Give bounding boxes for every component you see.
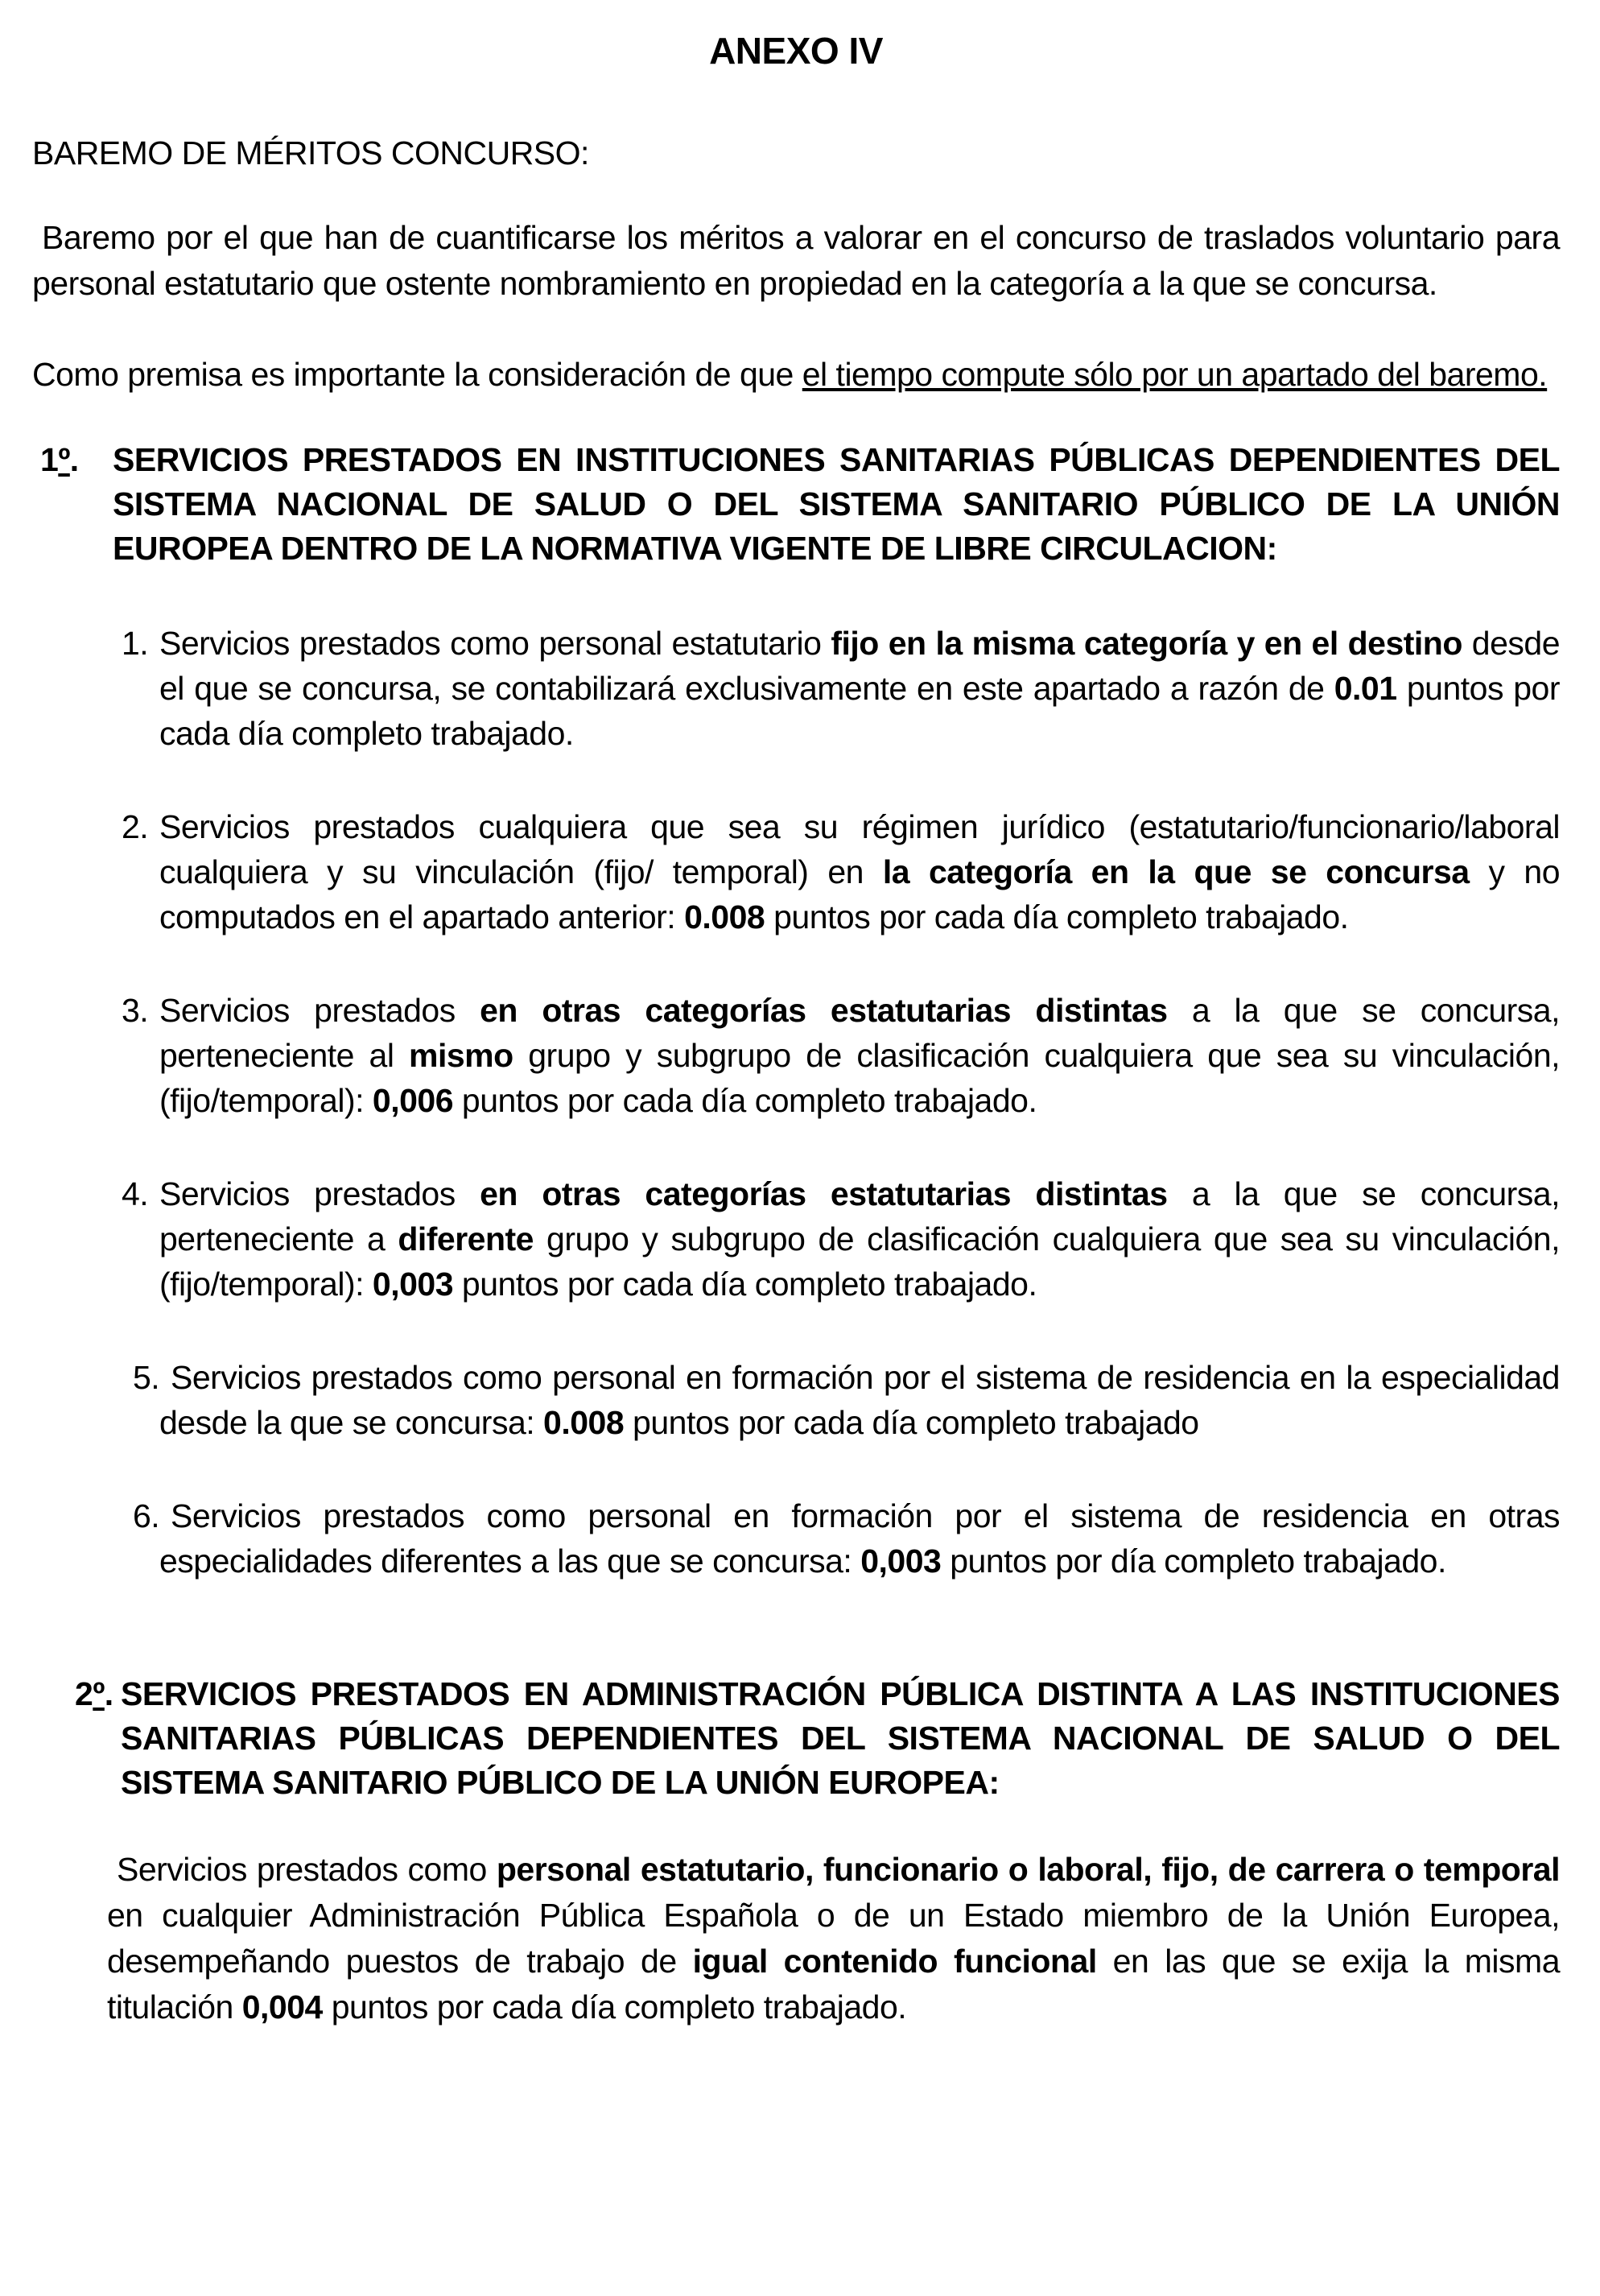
- list-item-2-text: Servicios prestados cualquiera que sea su régimen jurídico (estatutario/funcionario/laboral cualquiera y su vinculación (fijo/ temporal) en la categoría en la que se concursa y no computados en el apartado anterior: 0.008 puntos por cada día completo trabajado.: [159, 808, 1560, 935]
- intro-paragraph: Baremo por el que han de cuantificarse los méritos a valorar en el concurso de traslados voluntario para personal estatutario que ostente nombramiento en propiedad en la categoría a la que se concursa.: [32, 219, 1560, 302]
- list-item-1-marker: 1.: [122, 625, 149, 662]
- section-2-paragraph: Servicios prestados como personal estatutario, funcionario o laboral, fijo, de carrera o temporal en cualquier Administración Pública Española o de un Estado miembro de la Unión Europea, desempeñando puestos de trabajo de igual contenido funcional en las que se exija la misma titulación 0,004 puntos por cada día completo trabajado.: [107, 1851, 1561, 2026]
- list-item-1-text: Servicios prestados como personal estatutario fijo en la misma categoría y en el destino desde el que se concursa, se contabilizará exclusivamente en este apartado a razón de 0.01 puntos por cada día completo trabajado.: [159, 625, 1561, 752]
- list-item-3-marker: 3.: [122, 992, 149, 1029]
- list-item-3: [32, 988, 1560, 1123]
- list-item-5-marker: 5.: [133, 1359, 160, 1396]
- section-1-heading: [32, 438, 1560, 571]
- list-item-4: [32, 1171, 1560, 1307]
- list-item-3-text: Servicios prestados en otras categorías estatutarias distintas a la que se concursa, perteneciente al mismo grupo y subgrupo de clasificación cualquiera que sea su vinculación, (fijo/temporal): 0,006 puntos por cada día completo trabajado.: [159, 992, 1561, 1119]
- list-item-5: [32, 1355, 1560, 1445]
- section-2-marker: 2º.: [75, 1675, 113, 1712]
- document-subtitle: BAREMO DE MÉRITOS CONCURSO:: [32, 134, 589, 171]
- page-title: ANEXO IV: [709, 30, 883, 72]
- list-item-4-marker: 4.: [122, 1175, 149, 1212]
- section-2-heading: [32, 1672, 1560, 1805]
- list-item-2-marker: 2.: [122, 808, 149, 845]
- list-item-6-marker: 6.: [133, 1497, 160, 1534]
- list-item-5-text: Servicios prestados como personal en formación por el sistema de residencia en la especialidad desde la que se concursa: 0.008 puntos por cada día completo trabajado: [159, 1359, 1560, 1441]
- list-item-4-text: Servicios prestados en otras categorías estatutarias distintas a la que se concursa, perteneciente a diferente grupo y subgrupo de clasificación cualquiera que sea su vinculación, (fijo/temporal): 0,003 puntos por cada día completo trabajado.: [159, 1175, 1560, 1303]
- section-1-heading-text: SERVICIOS PRESTADOS EN INSTITUCIONES SANITARIAS PÚBLICAS DEPENDIENTES DEL SISTEMA NACIONAL DE SALUD O DEL SISTEMA SANITARIO PÚBLICO DE LA UNIÓN EUROPEA DENTRO DE LA NORMATIVA VIGENTE DE LIBRE CIRCULACION:: [113, 441, 1560, 567]
- list-item-1: [32, 621, 1560, 756]
- list-item-6: [32, 1493, 1560, 1584]
- list-item-2: [32, 804, 1560, 939]
- section-2-heading-text: SERVICIOS PRESTADOS EN ADMINISTRACIÓN PÚBLICA DISTINTA A LAS INSTITUCIONES SANITARIAS PÚBLICAS DEPENDIENTES DEL SISTEMA NACIONAL DE SALUD O DEL SISTEMA SANITARIO PÚBLICO DE LA UNIÓN EUROPEA:: [121, 1675, 1560, 1801]
- list-item-6-text: Servicios prestados como personal en formación por el sistema de residencia en otras especialidades diferentes a las que se concursa: 0,003 puntos por día completo trabajado.: [159, 1497, 1560, 1580]
- premise-paragraph: Como premisa es importante la consideración de que el tiempo compute sólo por un apartado del baremo.: [32, 356, 1548, 393]
- section-1-marker: 1º.: [40, 441, 79, 478]
